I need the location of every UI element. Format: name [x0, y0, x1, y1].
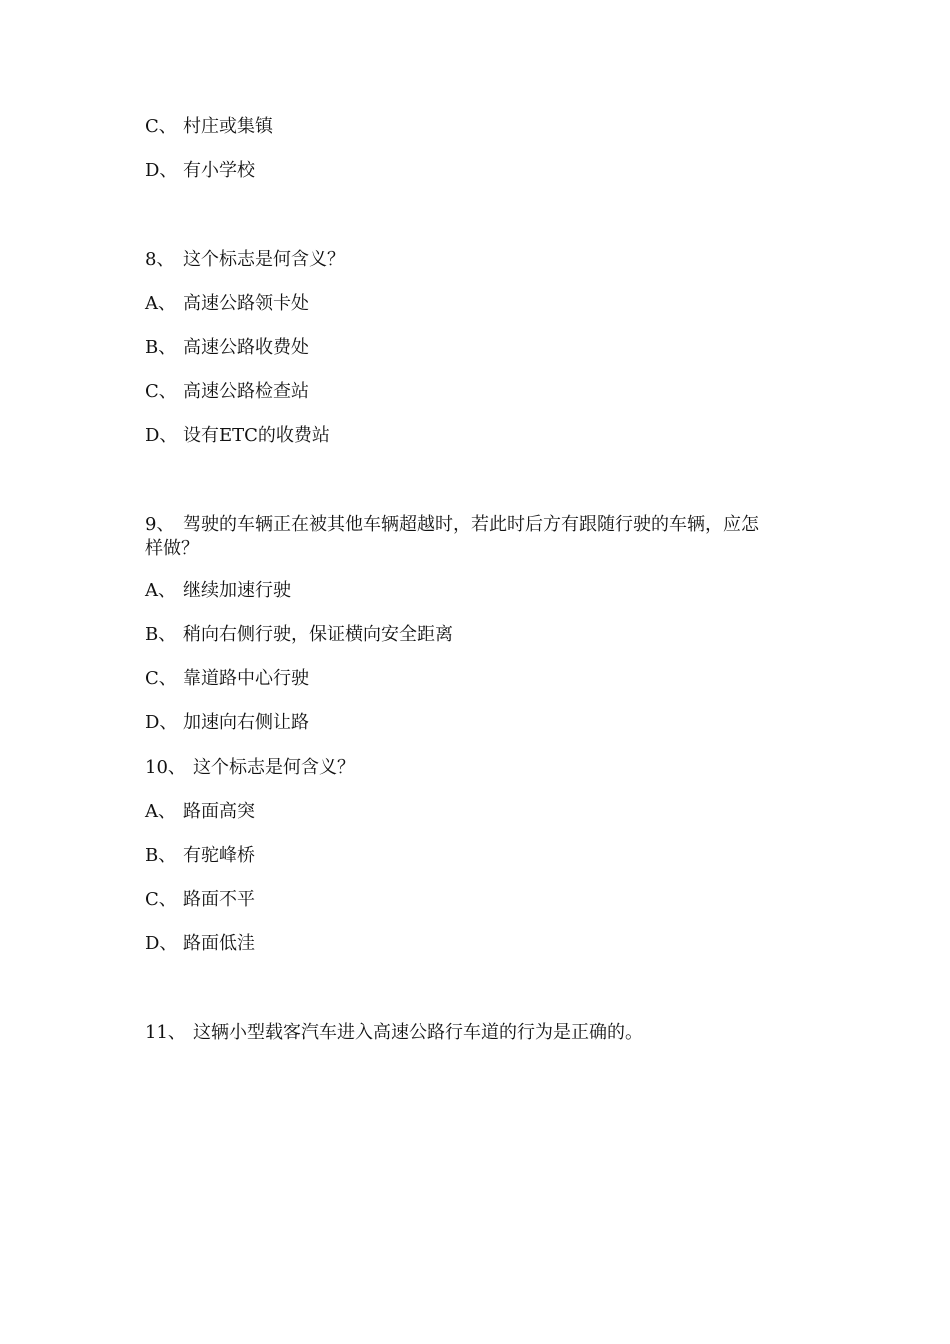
- option-marker: D、: [145, 933, 178, 954]
- option-text: 村庄或集镇: [183, 116, 273, 137]
- question-number: 8、: [145, 249, 175, 270]
- q8-question: [145, 249, 345, 271]
- q10-option-b: [145, 845, 255, 867]
- question-number: 10、: [145, 757, 186, 778]
- q9-option-b: [145, 624, 453, 646]
- q9-question-line1: [145, 514, 759, 536]
- q10-option-d: [145, 933, 255, 955]
- option-text: 路面高突: [183, 801, 255, 822]
- option-marker: C、: [145, 668, 177, 689]
- option-marker: A、: [145, 580, 176, 601]
- option-text: 高速公路收费处: [183, 337, 309, 358]
- option-text: 继续加速行驶: [183, 580, 291, 601]
- question-text: 这辆小型载客汽车进入高速公路行车道的行为是正确的。: [193, 1022, 643, 1043]
- question-number: 9、: [145, 514, 175, 535]
- q10-option-c: [145, 889, 255, 911]
- q7-option-c: [145, 116, 273, 138]
- option-text: 加速向右侧让路: [183, 712, 309, 733]
- question-text: 这个标志是何含义？: [183, 249, 345, 270]
- q9-option-a: [145, 580, 291, 602]
- option-marker: C、: [145, 889, 177, 910]
- option-marker: D、: [145, 160, 178, 181]
- q10-option-a: [145, 801, 255, 823]
- q8-option-b: [145, 337, 309, 359]
- q9-option-c: [145, 668, 309, 690]
- option-marker: D、: [145, 425, 178, 446]
- question-text: 驾驶的车辆正在被其他车辆超越时，若此时后方有跟随行驶的车辆，应怎: [183, 514, 759, 535]
- question-text: 这个标志是何含义？: [193, 757, 355, 778]
- q11-question: [145, 1022, 643, 1044]
- q8-option-a: [145, 293, 309, 315]
- option-text: 高速公路领卡处: [183, 293, 309, 314]
- q8-option-c: [145, 381, 309, 403]
- option-marker: B、: [145, 337, 177, 358]
- q10-question: [145, 757, 355, 779]
- option-text: 设有ETC的收费站: [183, 425, 330, 446]
- option-marker: D、: [145, 712, 178, 733]
- option-marker: A、: [145, 801, 176, 822]
- option-text: 有驼峰桥: [183, 845, 255, 866]
- q8-option-d: [145, 425, 330, 447]
- option-marker: C、: [145, 381, 177, 402]
- question-number: 11、: [145, 1022, 186, 1043]
- question-text-continued: 样做？: [145, 538, 199, 559]
- option-marker: B、: [145, 845, 177, 866]
- option-text: 路面低洼: [183, 933, 255, 954]
- q9-option-d: [145, 712, 309, 734]
- option-marker: A、: [145, 293, 176, 314]
- option-text: 靠道路中心行驶: [183, 668, 309, 689]
- option-text: 高速公路检查站: [183, 381, 309, 402]
- q9-question-line2: [145, 538, 199, 560]
- q7-option-d: [145, 160, 255, 182]
- option-marker: C、: [145, 116, 177, 137]
- option-text: 路面不平: [183, 889, 255, 910]
- option-text: 有小学校: [183, 160, 255, 181]
- option-text: 稍向右侧行驶，保证横向安全距离: [183, 624, 453, 645]
- option-marker: B、: [145, 624, 177, 645]
